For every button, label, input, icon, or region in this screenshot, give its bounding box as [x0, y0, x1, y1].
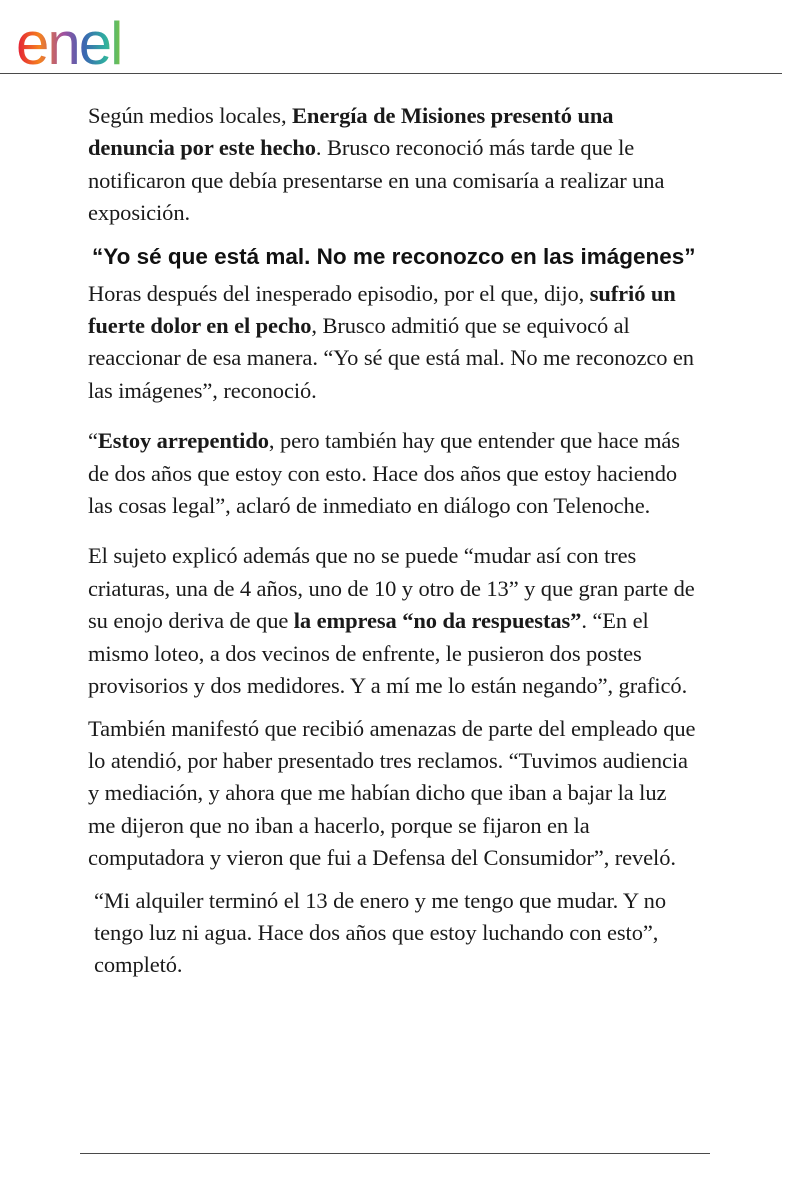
paragraph: “Estoy arrepentido, pero también hay que entender que hace más de dos años que estoy con esto. Hace dos años que estoy haciendo las cosas legal”, aclaró de inmediato en diálogo con Telenoche. [88, 428, 680, 519]
quote-paragraph: “Mi alquiler terminó el 13 de enero y me tengo que mudar. Y no tengo luz ni agua. Hace dos años que estoy luchando con esto”, completó. [94, 887, 666, 978]
paragraph: Según medios locales, Energía de Misiones presentó una denuncia por este hecho. Brusco reconoció más tarde que le notificaron que debía presentarse en una comisaría a realizar una exposición. [88, 103, 665, 226]
paragraph: El sujeto explicó además que no se puede “mudar así con tres criaturas, una de 4 años, uno de 10 y otro de 13” y que gran parte de su enojo deriva de que la empresa “no da respuestas”. “En el mismo loteo, a dos vecinos de enfrente, le pusieron dos postes provisorios y dos medidores. Y a mí me lo están negando”, graficó. [88, 543, 695, 699]
paragraph: También manifestó que recibió amenazas de parte del empleado que lo atendió, por haber presentado tres reclamos. “Tuvimos audiencia y mediación, y ahora que me habían dicho que iban a bajar la luz me dijeron que no iban a hacerlo, porque se fijaron en la computadora y vieron que fui a Defensa del Consumidor”, reveló. [88, 715, 696, 871]
bold-text: sufrió un fuerte dolor en el pecho [88, 280, 676, 339]
paragraph: Horas después del inesperado episodio, por el que, dijo, sufrió un fuerte dolor en el pecho, Brusco admitió que se equivocó al reaccionar de esa manera. “Yo sé que está mal. No me reconozco en las imágenes”, reconoció. [88, 280, 694, 403]
article-body [88, 100, 698, 982]
bold-text: Estoy arrepentido [97, 428, 269, 454]
enel-logo [14, 6, 184, 70]
subheading: “Yo sé que está mal. No me reconozco en las imágenes” [92, 243, 696, 269]
header-divider [0, 73, 782, 74]
logo-wordmark: enel [16, 10, 122, 70]
bold-text: la empresa “no da respuestas” [293, 608, 582, 634]
footer-divider [80, 1153, 710, 1154]
bold-text: Energía de Misiones presentó una denuncia por este hecho [88, 103, 614, 161]
